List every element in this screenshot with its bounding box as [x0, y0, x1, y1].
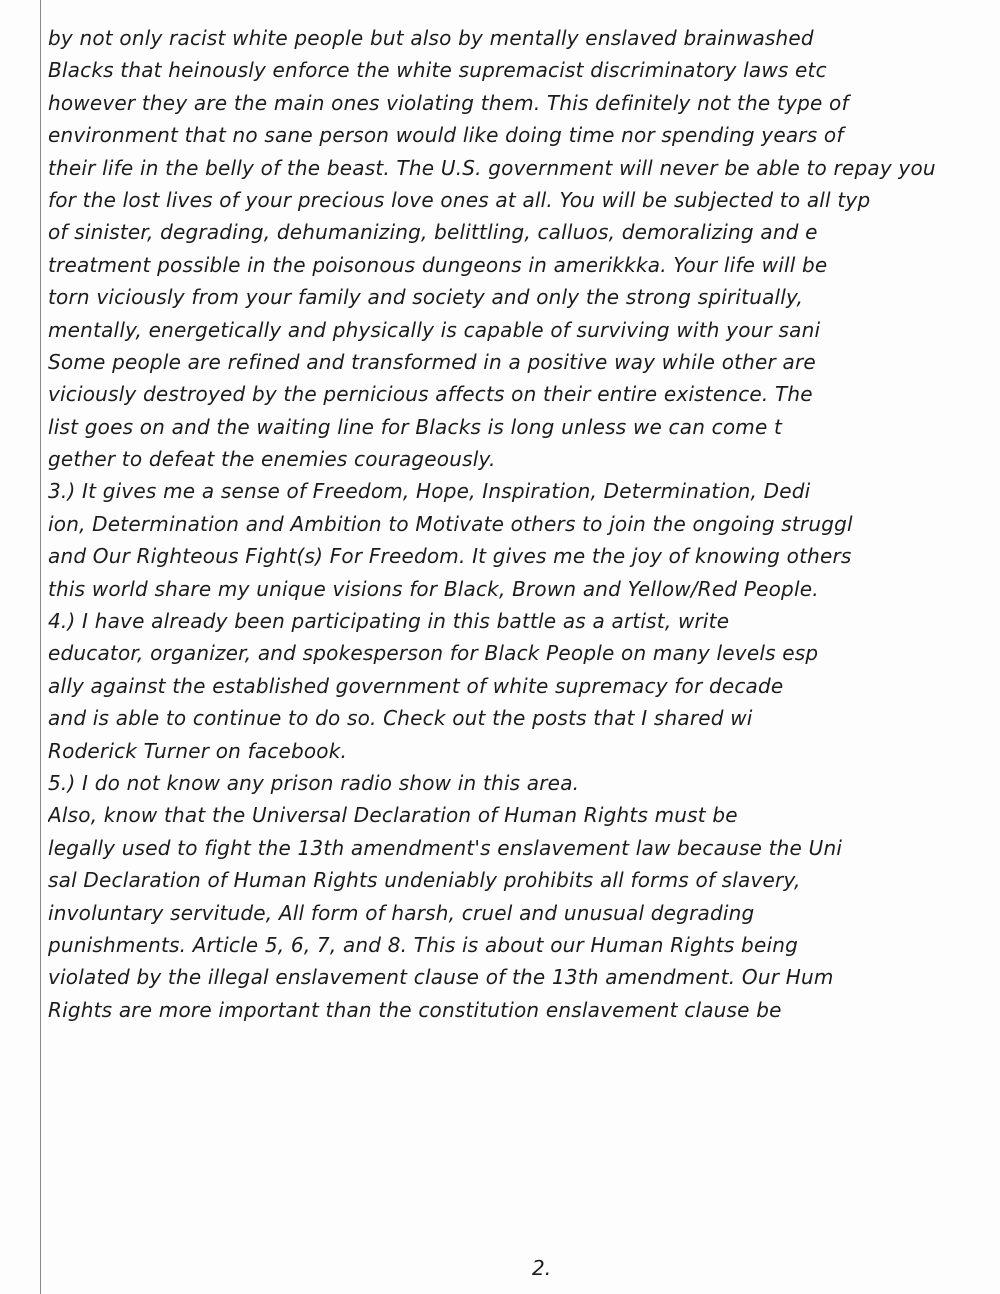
margin-rule [40, 0, 41, 1294]
text-line: punishments. Article 5, 6, 7, and 8. This is about our Human Rights being [48, 932, 798, 957]
text-line: Some people are refined and transformed in a positive way while other are [48, 349, 816, 374]
text-line: however they are the main ones violating them. This definitely not the type of [48, 90, 849, 115]
text-line: treatment possible in the poisonous dungeons in amerikkka. Your life will be [48, 252, 828, 277]
text-line: their life in the belly of the beast. The U.S. government will never be able to repay you [48, 155, 936, 180]
text-line: violated by the illegal enslavement clause of the 13th amendment. Our Hum [48, 965, 834, 990]
text-line: 5.) I do not know any prison radio show in this area. [48, 770, 580, 795]
text-line: torn viciously from your family and society and only the strong spiritually, [48, 285, 804, 310]
text-line: gether to defeat the enemies courageously. [48, 447, 496, 472]
page-number: 2. [532, 1256, 552, 1280]
text-line: for the lost lives of your precious love ones at all. You will be subjected to all typ [48, 187, 871, 212]
text-line: ion, Determination and Ambition to Motivate others to join the ongoing struggl [48, 511, 853, 536]
text-line: sal Declaration of Human Rights undeniably prohibits all forms of slavery, [48, 868, 801, 893]
text-line: 4.) I have already been participating in this battle as a artist, write [48, 609, 730, 634]
text-line: list goes on and the waiting line for Blacks is long unless we can come t [48, 414, 783, 439]
text-line: legally used to fight the 13th amendment's enslavement law because the Uni [48, 835, 843, 860]
text-line: and Our Righteous Fight(s) For Freedom. It gives me the joy of knowing others [48, 544, 852, 569]
handwritten-text-block [48, 22, 998, 1026]
text-line: Blacks that heinously enforce the white supremacist discriminatory laws etc [48, 58, 827, 83]
text-line: environment that no sane person would like doing time nor spending years of [48, 123, 844, 148]
text-line: Also, know that the Universal Declaration of Human Rights must be [48, 803, 738, 828]
text-line: 3.) It gives me a sense of Freedom, Hope, Inspiration, Determination, Dedi [48, 479, 811, 504]
text-line: and is able to continue to do so. Check out the posts that I shared wi [48, 706, 753, 731]
text-line: of sinister, degrading, dehumanizing, belittling, calluos, demoralizing and e [48, 220, 818, 245]
text-line: Roderick Turner on facebook. [48, 738, 348, 763]
text-line: ally against the established government of white supremacy for decade [48, 673, 784, 698]
text-line: involuntary servitude, All form of harsh, cruel and unusual degrading [48, 900, 755, 925]
text-line: Rights are more important than the constitution enslavement clause be [48, 997, 782, 1022]
text-line: educator, organizer, and spokesperson for Black People on many levels esp [48, 641, 819, 666]
text-line: viciously destroyed by the pernicious affects on their entire existence. The [48, 382, 813, 407]
text-line: by not only racist white people but also by mentally enslaved brainwashed [48, 26, 814, 50]
text-line: this world share my unique visions for Black, Brown and Yellow/Red People. [48, 576, 819, 601]
text-line: mentally, energetically and physically is capable of surviving with your sani [48, 317, 821, 342]
